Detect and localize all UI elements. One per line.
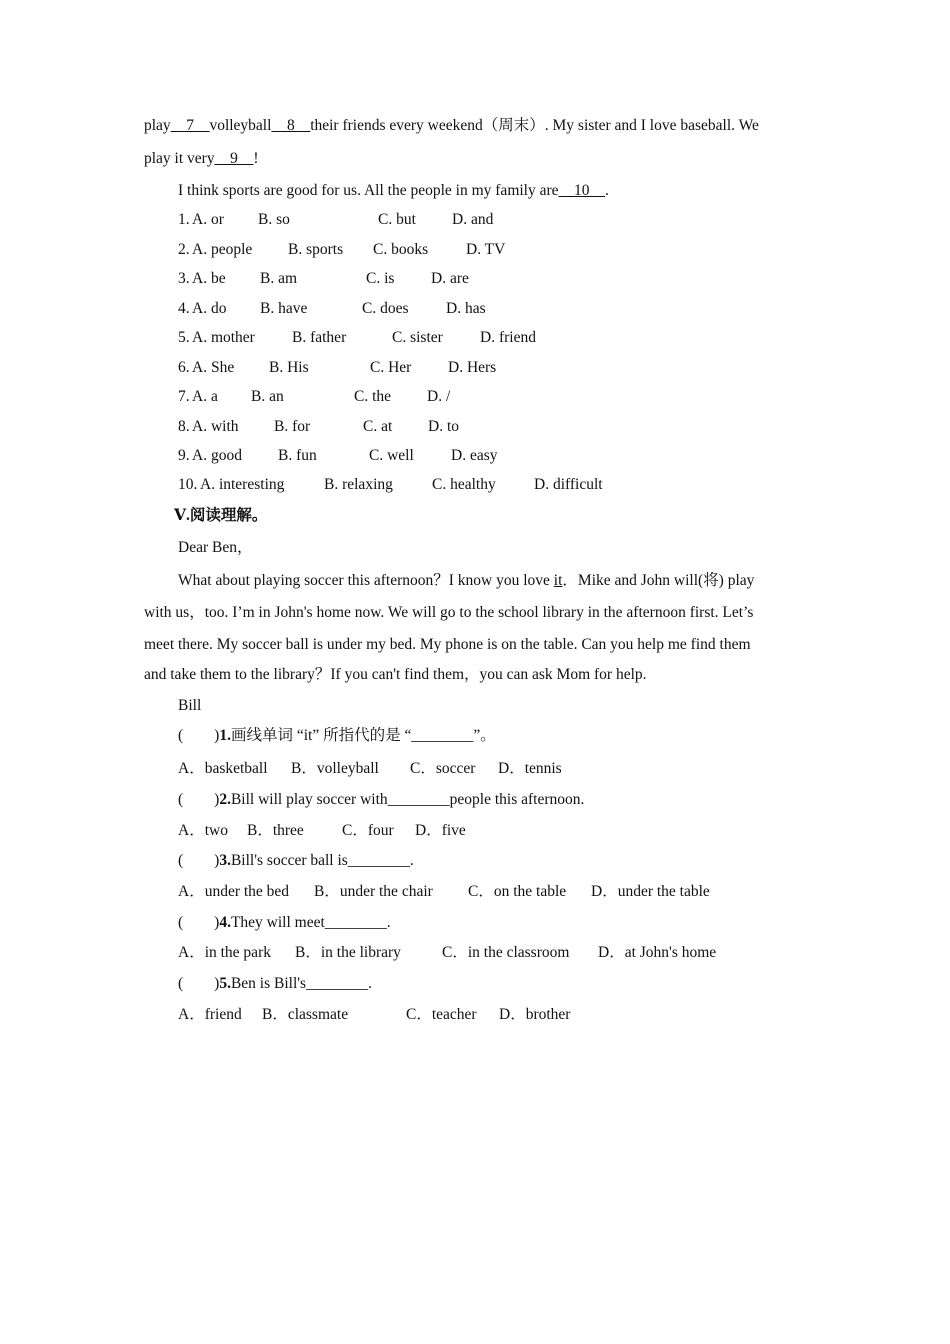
option-b: B. fun	[278, 447, 317, 464]
letter-greeting: Dear Ben，	[178, 539, 253, 556]
text: play it very	[144, 150, 215, 167]
letter-signature: Bill	[178, 697, 202, 714]
passage-line-1	[144, 116, 759, 136]
option-a: A．basketball	[178, 760, 268, 777]
letter-line-3: meet there. My soccer ball is under my bed. My phone is on the table. Can you help me find them	[144, 636, 751, 653]
option-num: 4.	[178, 300, 190, 317]
option-d: D. /	[427, 388, 451, 405]
passage-line-2	[144, 149, 259, 169]
option-d: D. TV	[466, 241, 506, 258]
option-c: C. books	[373, 241, 429, 258]
option-b: B. sports	[288, 241, 344, 258]
question-stem: Bill's soccer ball is________.	[230, 852, 414, 869]
option-b: B. an	[251, 388, 284, 405]
option-d: D. difficult	[534, 476, 603, 493]
option-c: C．teacher	[406, 1006, 477, 1023]
letter-line-2: with us，too. I’m in John's home now. We will go to the school library in the afternoon first. Let’s	[144, 604, 754, 621]
question-num: 3.	[219, 852, 231, 869]
question-stem: Ben is Bill's________.	[230, 975, 372, 992]
option-b: B．volleyball	[291, 760, 379, 777]
option-c: C. Her	[370, 359, 412, 376]
option-c: C．on the table	[468, 883, 567, 900]
letter-line-4: and take them to the library？If you can't find them，you can ask Mom for help.	[144, 666, 647, 683]
option-d: D. to	[428, 418, 459, 435]
option-num: 2.	[178, 241, 190, 258]
option-num: 9.	[178, 447, 190, 464]
option-a: A. mother	[192, 329, 255, 346]
option-a: A. interesting	[200, 476, 285, 493]
passage-line-3	[178, 181, 609, 201]
text: !	[253, 150, 259, 167]
option-b: B. have	[260, 300, 308, 317]
option-d: D. friend	[480, 329, 536, 346]
question-2	[178, 790, 584, 810]
option-d: D. are	[431, 270, 469, 287]
question-num: 4.	[219, 914, 231, 931]
text: volleyball	[209, 117, 272, 134]
question-stem: 画线单词 “it” 所指代的是 “________”。	[230, 727, 496, 744]
blank-8: __8__	[271, 117, 311, 134]
option-d: D. has	[446, 300, 486, 317]
option-b: B．classmate	[262, 1006, 349, 1023]
option-a: A. good	[192, 447, 242, 464]
letter-line-1	[178, 571, 754, 591]
question-4	[178, 913, 391, 933]
option-c: C. sister	[392, 329, 443, 346]
option-c: C. at	[363, 418, 393, 435]
option-a: A. people	[192, 241, 253, 258]
answer-paren: ( )	[178, 727, 220, 744]
option-c: C. does	[362, 300, 409, 317]
option-num: 1.	[178, 211, 190, 228]
option-a: A．in the park	[178, 944, 271, 961]
option-b: B. am	[260, 270, 298, 287]
option-a: A．under the bed	[178, 883, 290, 900]
option-num: 7.	[178, 388, 190, 405]
answer-paren: ( )	[178, 914, 220, 931]
option-c: C．soccer	[410, 760, 476, 777]
blank-10: __10__	[558, 182, 606, 199]
text: What about playing soccer this afternoon？I know you love	[178, 572, 554, 589]
option-c: C. the	[354, 388, 392, 405]
option-b: B. relaxing	[324, 476, 393, 493]
underlined-it: it	[553, 572, 563, 589]
text: ．Mike and John will(将) play	[562, 572, 755, 589]
blank-9: __9__	[214, 150, 254, 167]
question-num: 2.	[219, 791, 231, 808]
text: their friends every weekend（周末）. My sister and I love baseball. We	[310, 117, 759, 134]
option-c: C. but	[378, 211, 416, 228]
option-d: D．at John's home	[598, 944, 717, 961]
option-d: D．five	[415, 822, 466, 839]
option-b: B. so	[258, 211, 290, 228]
question-5	[178, 974, 372, 994]
question-stem: They will meet________.	[230, 914, 391, 931]
option-num: 3.	[178, 270, 190, 287]
option-num: 5.	[178, 329, 190, 346]
question-num: 5.	[219, 975, 231, 992]
option-b: B. father	[292, 329, 347, 346]
question-num: 1.	[219, 727, 231, 744]
option-d: D．under the table	[591, 883, 710, 900]
option-b: B．under the chair	[314, 883, 433, 900]
option-a: A．friend	[178, 1006, 242, 1023]
option-a: A. a	[192, 388, 218, 405]
option-a: A. be	[192, 270, 226, 287]
section-5-title: Ⅴ.阅读理解。	[174, 507, 268, 524]
text: play	[144, 117, 171, 134]
option-c: C．four	[342, 822, 394, 839]
option-a: A. with	[192, 418, 239, 435]
option-a: A. do	[192, 300, 227, 317]
option-d: D. and	[452, 211, 494, 228]
option-d: D. Hers	[448, 359, 497, 376]
answer-paren: ( )	[178, 852, 220, 869]
option-d: D. easy	[451, 447, 498, 464]
option-d: D．tennis	[498, 760, 562, 777]
option-num: 10.	[178, 476, 198, 493]
question-1	[178, 726, 496, 746]
option-num: 6.	[178, 359, 190, 376]
blank-7: __7__	[170, 117, 210, 134]
option-num: 8.	[178, 418, 190, 435]
answer-paren: ( )	[178, 975, 220, 992]
option-a: A．two	[178, 822, 228, 839]
option-b: B．three	[247, 822, 304, 839]
option-b: B. for	[274, 418, 311, 435]
option-b: B．in the library	[295, 944, 401, 961]
option-c: C．in the classroom	[442, 944, 570, 961]
option-d: D．brother	[499, 1006, 571, 1023]
option-c: C. well	[369, 447, 414, 464]
option-c: C. is	[366, 270, 395, 287]
text: .	[605, 182, 609, 199]
question-stem: Bill will play soccer with________people this afternoon.	[230, 791, 585, 808]
option-b: B. His	[269, 359, 309, 376]
question-3	[178, 851, 414, 871]
option-c: C. healthy	[432, 476, 496, 493]
option-a: A. or	[192, 211, 224, 228]
option-a: A. She	[192, 359, 235, 376]
answer-paren: ( )	[178, 791, 220, 808]
text: I think sports are good for us. All the people in my family are	[178, 182, 559, 199]
